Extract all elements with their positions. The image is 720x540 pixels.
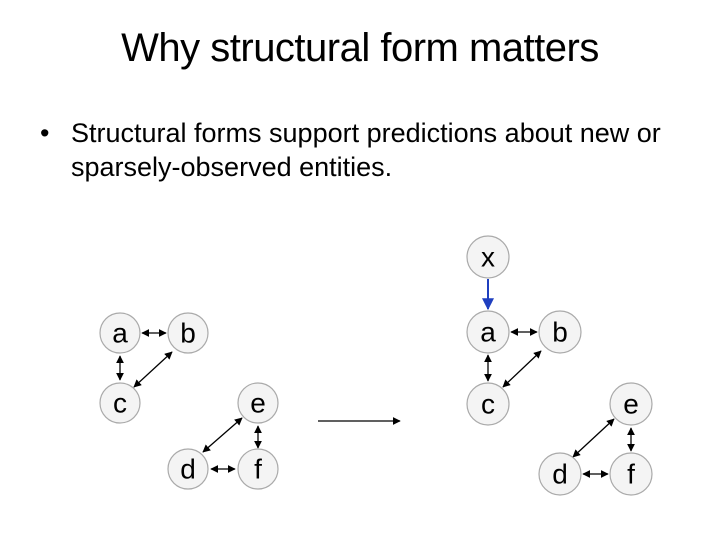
node-c (100, 383, 140, 423)
edge-b-c (134, 352, 172, 387)
node-f (610, 453, 652, 495)
node-b (168, 313, 208, 353)
node-b (539, 311, 581, 353)
bullet-text: Structural forms support predictions about new or sparsely-observed entities. (71, 118, 661, 182)
right-graph-edges (488, 279, 631, 474)
node-e (238, 383, 278, 423)
node-x (467, 236, 509, 278)
node-label: d (180, 453, 196, 485)
left-graph-nodes (100, 313, 278, 489)
edge-b-c (503, 351, 541, 387)
node-f (238, 449, 278, 489)
node-label: a (480, 316, 496, 348)
node-a (467, 311, 509, 353)
edge-e-d (573, 419, 614, 457)
node-label: b (552, 316, 568, 348)
node-a (100, 313, 140, 353)
node-label: c (113, 387, 127, 419)
node-label: x (481, 241, 495, 273)
node-label: b (180, 317, 196, 349)
node-label: e (250, 387, 266, 419)
bullet-marker: • (40, 118, 50, 148)
right-graph-nodes (467, 236, 652, 495)
node-c (467, 383, 509, 425)
node-label: e (623, 388, 639, 420)
node-label: d (552, 458, 568, 490)
node-label: a (112, 317, 128, 349)
node-label: f (627, 458, 635, 490)
node-e (610, 383, 652, 425)
node-label: c (481, 388, 495, 420)
slide-title: Why structural form matters (121, 26, 599, 70)
node-label: f (254, 453, 262, 485)
node-d (168, 449, 208, 489)
node-d (539, 453, 581, 495)
edge-e-d (203, 418, 242, 452)
